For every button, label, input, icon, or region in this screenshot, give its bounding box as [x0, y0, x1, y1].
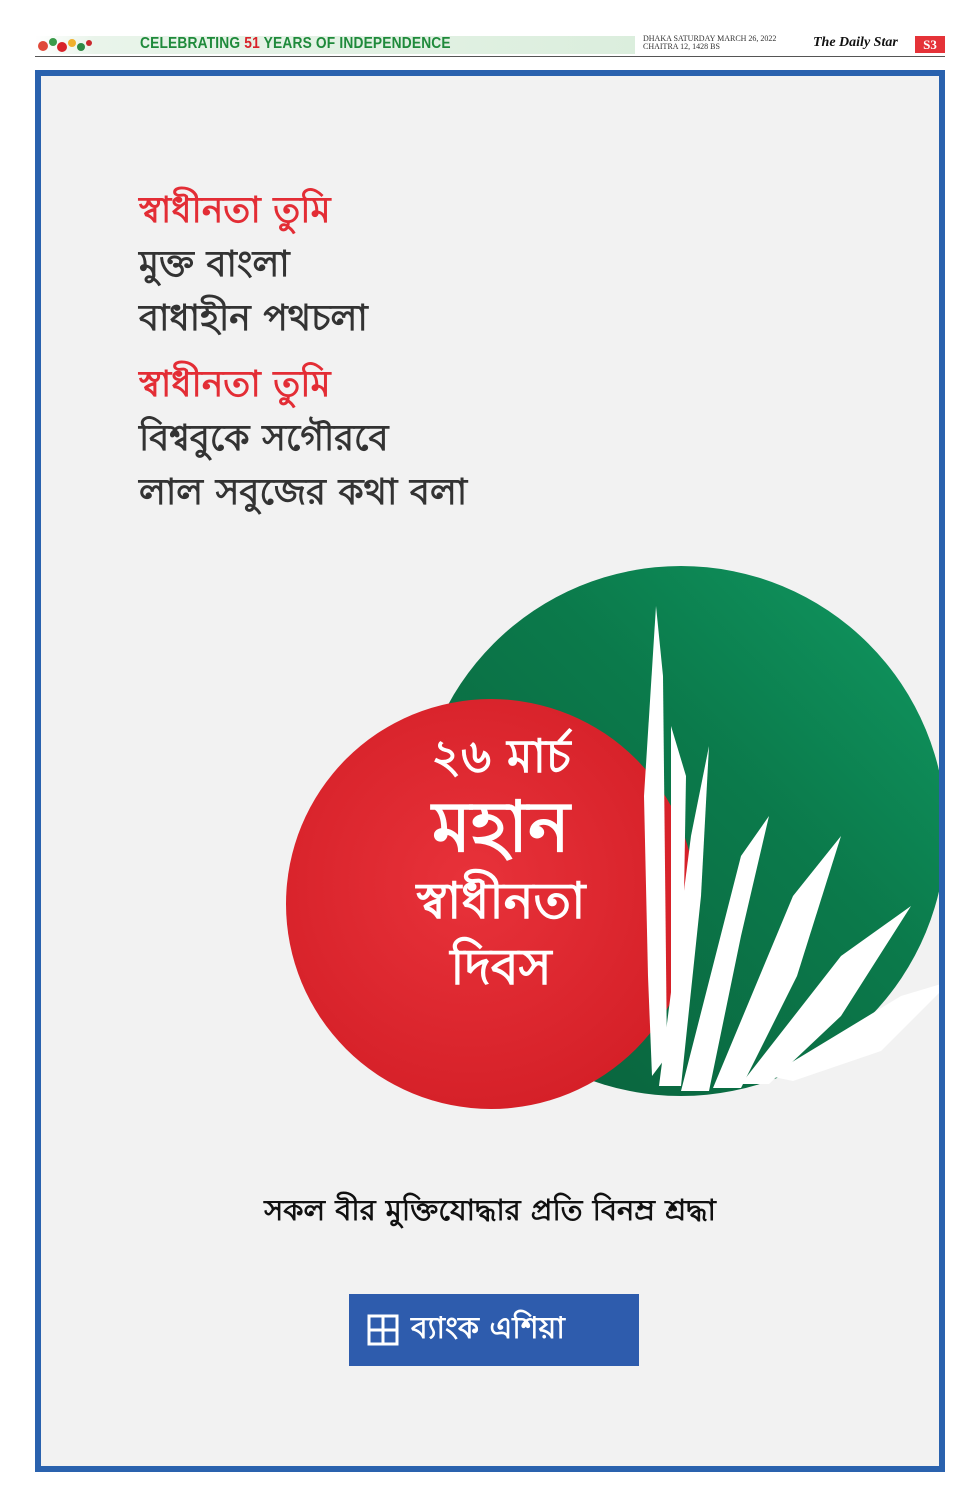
tribute-text: সকল বীর মুক্তিযোদ্ধার প্রতি বিনম্র শ্রদ্ধা: [264, 1193, 716, 1227]
poem-line: বাধাহীন পথচলা: [139, 298, 368, 339]
title-line: দিবস: [450, 938, 552, 996]
issue-date-gregorian: DHAKA SATURDAY MARCH 26, 2022: [643, 34, 777, 43]
header-title-number: 51: [244, 35, 260, 52]
poem-line: বিশ্ববুকে সগৌরবে: [139, 418, 389, 459]
poem-line: স্বাধীনতা তুমি: [139, 364, 331, 405]
poem-line: মুক্ত বাংলা: [139, 244, 290, 285]
title-line: স্বাধীনতা: [416, 872, 586, 930]
issue-date-bengali: CHAITRA 12, 1428 BS: [643, 42, 720, 51]
title-line: মহান: [432, 786, 570, 868]
poem-line: স্বাধীনতা তুমি: [139, 190, 331, 231]
page-number: S3: [915, 36, 945, 53]
sponsor-name: ব্যাংক এশিয়া: [411, 1311, 565, 1346]
bank-asia-logo-icon: [367, 1314, 399, 1346]
header-divider: [35, 56, 945, 57]
header-title-prefix: CELEBRATING: [140, 35, 245, 52]
flower-motif-icon: [35, 34, 97, 56]
header-title-suffix: YEARS OF INDEPENDENCE: [259, 35, 451, 52]
poem-line: লাল সবুজের কথা বলা: [139, 472, 468, 513]
independence-day-title: [331, 726, 671, 1000]
sponsor-logo: [349, 1294, 639, 1366]
header-title: [140, 35, 451, 53]
newspaper-header: [35, 34, 945, 56]
issue-date: [643, 35, 813, 51]
newspaper-logo: The Daily Star: [813, 35, 898, 50]
event-date: ২৬ মার্চ: [431, 729, 571, 783]
independence-day-advertisement: [35, 70, 945, 1472]
